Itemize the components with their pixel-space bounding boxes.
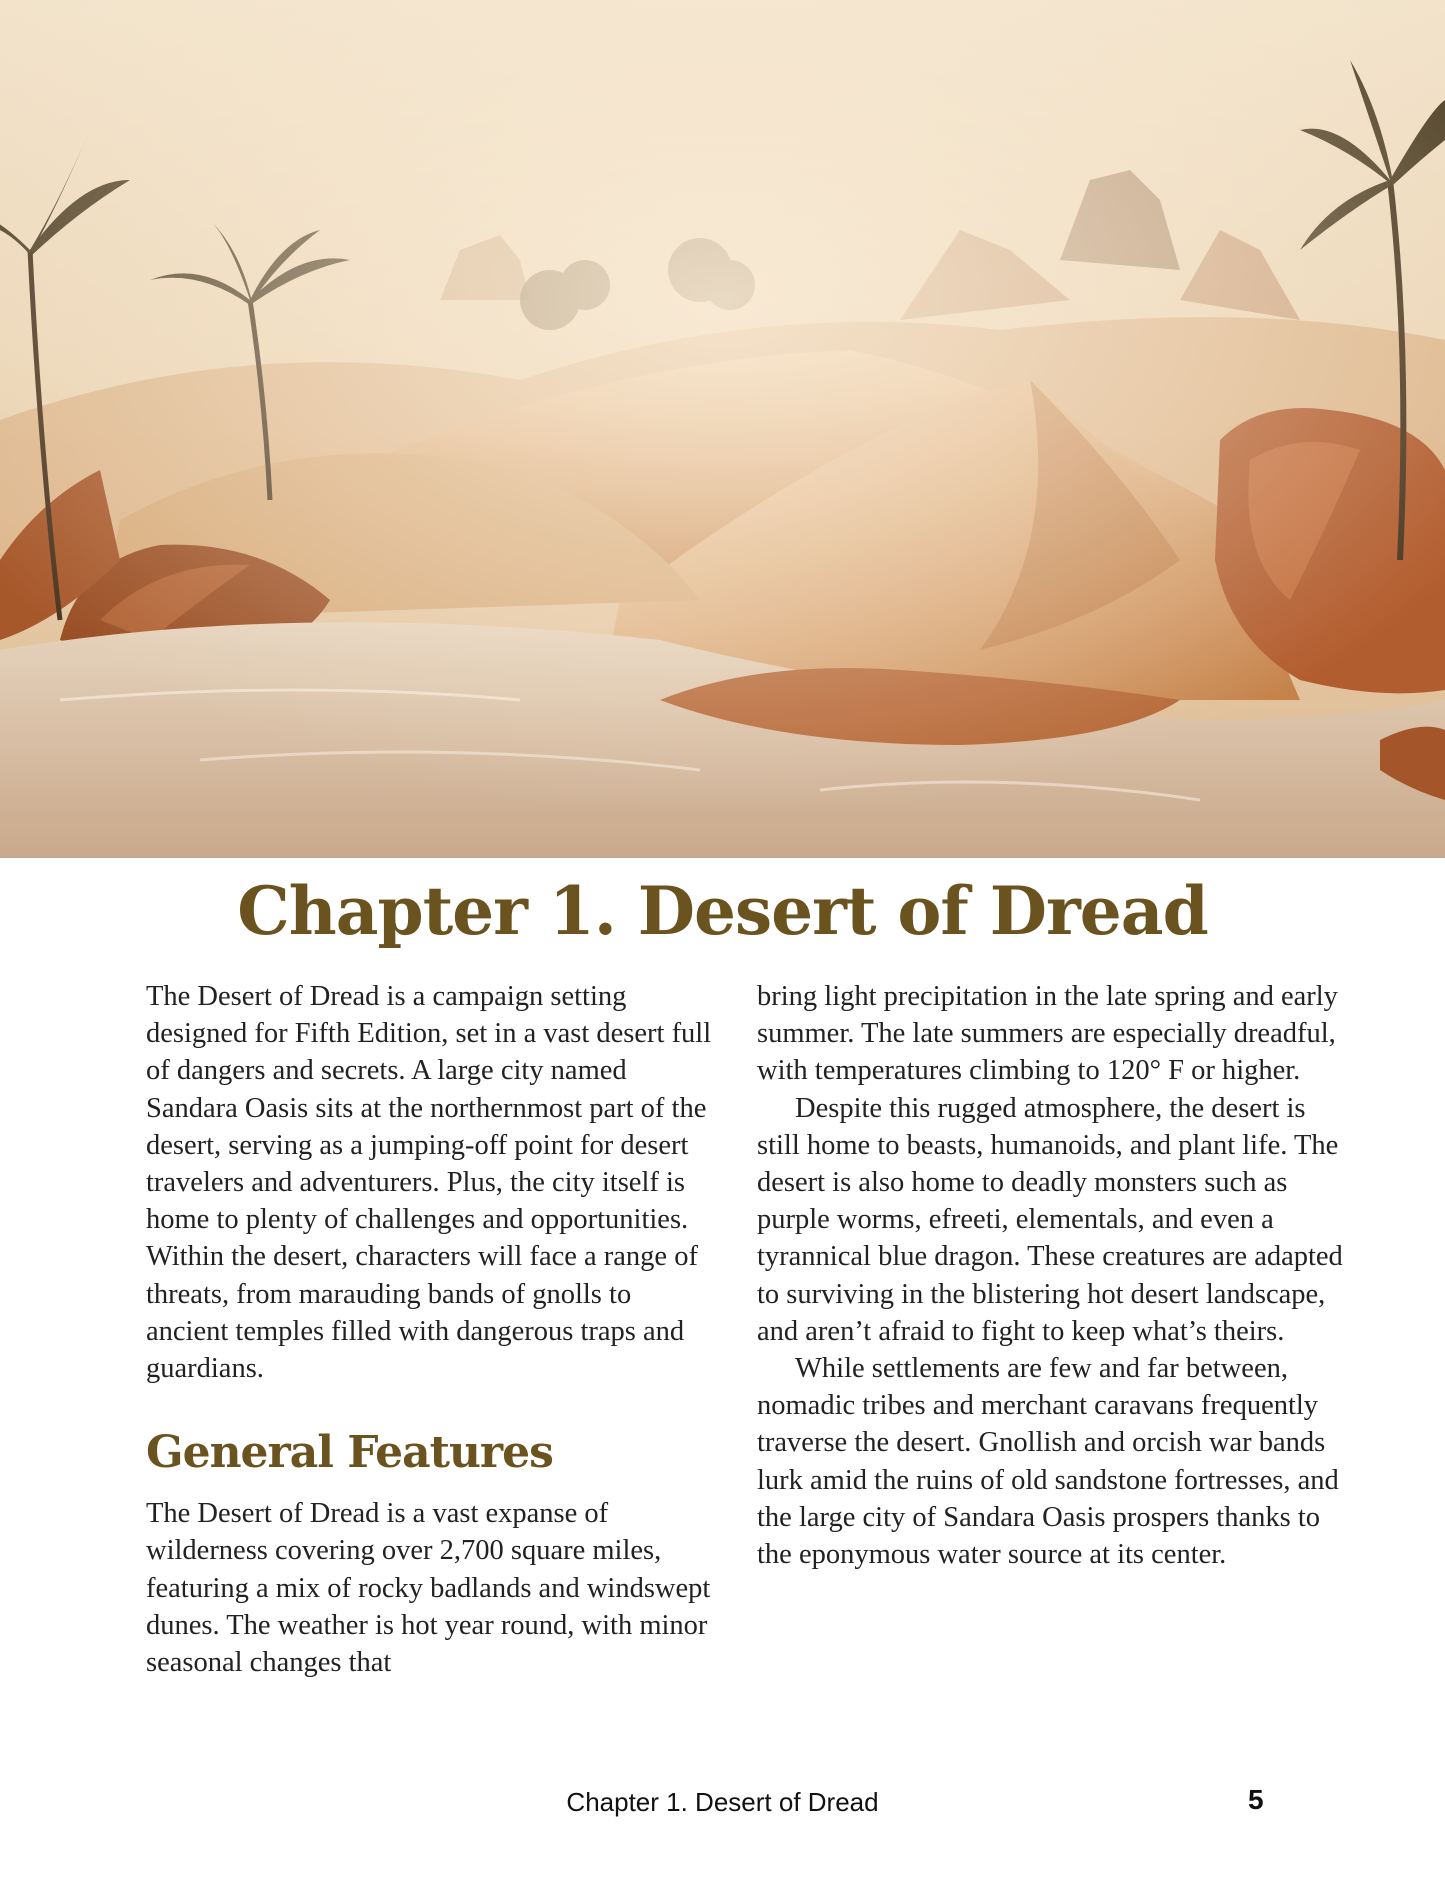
section-heading-general-features: General Features — [146, 1427, 553, 1479]
settlements-paragraph: While settlements are few and far between, nomadic tribes and merchant caravans frequently traverse the desert. Gnollish and orcish war bands lurk amid the ruins of old sandstone fortresses, and the large city of Sandara Oasis prospers thanks to the eponymous water source at its center. — [757, 1353, 1339, 1571]
general-features-paragraph: The Desert of Dread is a vast expanse of wilderness covering over 2,700 square miles, featuring a mix of rocky badlands and windswept dunes. The weather is hot year round, with minor seasonal changes that — [146, 1498, 711, 1679]
footer-running-title: Chapter 1. Desert of Dread — [566, 1787, 879, 1817]
hero-illustration — [0, 0, 1445, 858]
right-column — [757, 978, 1347, 1573]
intro-paragraph: The Desert of Dread is a campaign setting designed for Fifth Edition, set in a vast desert full of dangers and secrets. A large city named Sandara Oasis sits at the northernmost part of the desert, serving as a jumping-off point for desert travelers and adventurers. Plus, the city itself is home to plenty of challenges and opportunities. Within the desert, characters will face a range of threats, from marauding bands of gnolls to ancient temples filled with dangerous traps and guardians. — [146, 981, 712, 1385]
desert-oasis-illustration — [0, 0, 1445, 858]
chapter-title: Chapter 1. Desert of Dread — [237, 872, 1208, 950]
climate-continuation-paragraph: bring light precipitation in the late spring and early summer. The late summers are especially dreadful, with temperatures climbing to 120° F or higher. — [757, 981, 1338, 1087]
left-column — [146, 978, 716, 1681]
inhabitants-paragraph: Despite this rugged atmosphere, the desert is still home to beasts, humanoids, and plant life. The desert is also home to deadly monsters such as purple worms, efreeti, elementals, and even a tyrannical blue dragon. These creatures are adapted to surviving in the blistering hot desert landscape, and aren’t afraid to fight to keep what’s theirs. — [757, 1092, 1343, 1347]
page-number: 5 — [1248, 1784, 1264, 1815]
